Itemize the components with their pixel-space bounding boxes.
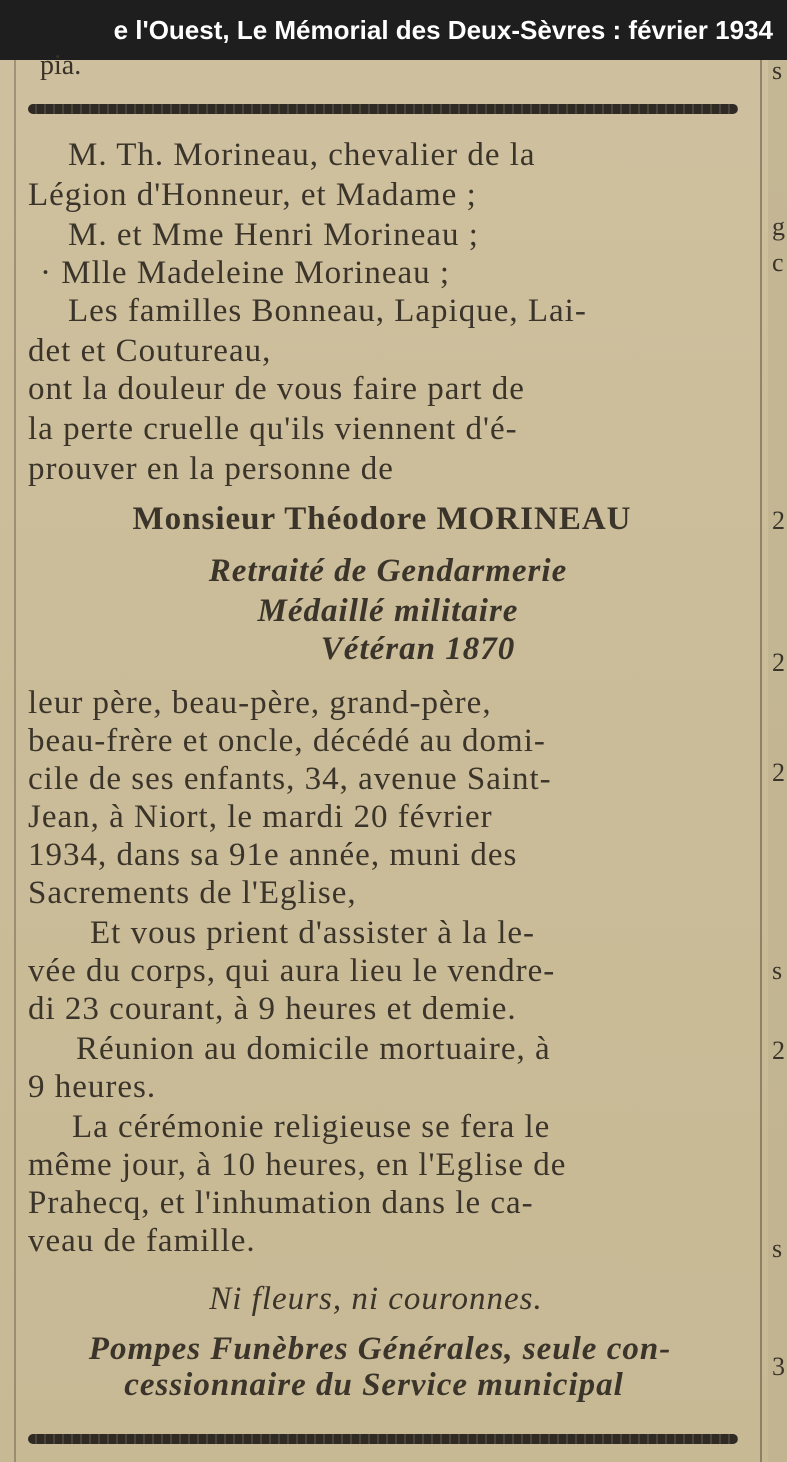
edge-text-fragment: s <box>772 956 783 985</box>
column-rule-right <box>760 60 762 1462</box>
notice-line: · Mlle Madeleine Morineau ; <box>40 255 451 291</box>
body-line: Et vous prient d'assister à la le- <box>90 915 536 951</box>
separator-rule-top <box>28 104 738 114</box>
body-line: 9 heures. <box>28 1069 157 1105</box>
body-line: 1934, dans sa 91e année, muni des <box>28 837 518 873</box>
edge-text-fragment: 3 <box>772 1352 785 1381</box>
body-line: même jour, à 10 heures, en l'Eglise de <box>28 1147 567 1183</box>
body-line: La cérémonie religieuse se fera le <box>72 1109 551 1145</box>
edge-text-fragment: s <box>772 1234 783 1263</box>
deceased-title: Vétéran 1870 <box>320 631 516 667</box>
page-title: e l'Ouest, Le Mémorial des Deux-Sèvres : février 1934 <box>113 15 773 45</box>
body-line: beau-frère et oncle, décédé au domi- <box>28 723 546 759</box>
edge-text-fragment: c <box>772 248 784 277</box>
notice-line: prouver en la personne de <box>28 451 394 487</box>
notice-line: det et Coutureau, <box>28 333 272 369</box>
edge-text-fragment: g <box>772 212 785 241</box>
undertaker-line: Pompes Funèbres Générales, seule con- <box>88 1331 672 1367</box>
notice-line: la perte cruelle qu'ils viennent d'é- <box>28 411 518 447</box>
previous-article-stub: pia. <box>40 50 82 81</box>
closing-line: Ni fleurs, ni couronnes. <box>209 1281 543 1317</box>
body-line: vée du corps, qui aura lieu le vendre- <box>28 953 556 989</box>
deceased-title: Retraité de Gendarmerie <box>208 553 568 589</box>
notice-line: M. et Mme Henri Morineau ; <box>68 217 479 253</box>
title-bar <box>0 0 787 60</box>
body-line: veau de famille. <box>28 1223 256 1259</box>
notice-line: ont la douleur de vous faire part de <box>28 371 525 407</box>
deceased-title: Médaillé militaire <box>257 593 519 629</box>
edge-text-fragment: 2 <box>772 506 785 535</box>
body-line: Réunion au domicile mortuaire, à <box>76 1031 551 1067</box>
body-line: cile de ses enfants, 34, avenue Saint- <box>28 761 552 797</box>
edge-text-fragment: 2 <box>772 1036 785 1065</box>
deceased-name: Monsieur Théodore MORINEAU <box>132 501 632 537</box>
edge-text-fragment: 2 <box>772 758 785 787</box>
notice-line: Les familles Bonneau, Lapique, Lai- <box>68 293 587 329</box>
body-line: leur père, beau-père, grand-père, <box>28 685 492 721</box>
body-line: Sacrements de l'Eglise, <box>28 875 357 911</box>
edge-text-fragment: 2 <box>772 648 785 677</box>
notice-line: M. Th. Morineau, chevalier de la <box>68 137 536 173</box>
column-rule-left <box>14 60 16 1462</box>
separator-rule-bottom <box>28 1434 738 1444</box>
edge-text-fragment: s <box>772 56 783 85</box>
body-line: di 23 courant, à 9 heures et demie. <box>28 991 517 1027</box>
body-line: Prahecq, et l'inhumation dans le ca- <box>28 1185 534 1221</box>
body-line: Jean, à Niort, le mardi 20 février <box>28 799 493 835</box>
undertaker-line: cessionnaire du Service municipal <box>124 1367 624 1403</box>
notice-line: Légion d'Honneur, et Madame ; <box>28 177 477 213</box>
